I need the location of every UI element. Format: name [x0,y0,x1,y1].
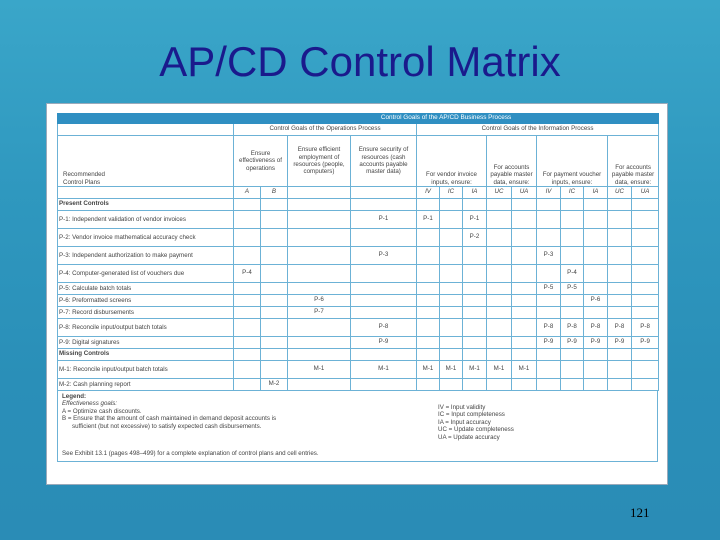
matrix-cell [463,265,487,283]
matrix-cell: M-1 [288,361,351,379]
matrix-cell [608,211,632,229]
ops-security-header: Ensure security of resources (cash accounts payable master data) [351,136,417,187]
matrix-cell [537,211,561,229]
legend-footnote: See Exhibit 13.1 (pages 498–499) for a complete explanation of control plans and cell entries. [62,450,319,457]
matrix-cell: M-1 [463,361,487,379]
matrix-cell [632,307,659,319]
matrix-cell [537,295,561,307]
matrix-cell: P-4 [561,265,584,283]
ops-effectiveness-header: Ensure effectiveness of operations [234,136,288,187]
ops-goals-header: Control Goals of the Operations Process [234,124,417,136]
matrix-cell: P-1 [463,211,487,229]
matrix-cell: P-1 [417,211,440,229]
matrix-cell [288,211,351,229]
matrix-cell [463,247,487,265]
matrix-cell [584,229,608,247]
goal-letter-cell [351,187,417,199]
matrix-cell [561,379,584,391]
matrix-cell [463,283,487,295]
control-plan-label: P-8: Reconcile input/output batch totals [58,319,234,337]
matrix-cell [261,361,288,379]
matrix-cell: P-3 [351,247,417,265]
control-plan-label: P-2: Vendor invoice mathematical accuracy check [58,229,234,247]
legend-codes [438,404,638,441]
matrix-cell [261,283,288,295]
matrix-cell [261,247,288,265]
legend-goal-b: B = Ensure that the amount of cash maintained in demand deposit accounts is [62,415,277,423]
control-plan-label: P-1: Independent validation of vendor invoices [58,211,234,229]
matrix-cell [234,337,261,349]
matrix-cell [234,379,261,391]
matrix-cell [584,283,608,295]
matrix-cell [288,265,351,283]
matrix-cell [512,307,537,319]
control-plan-row [58,337,659,349]
matrix-cell [463,379,487,391]
matrix-cell: M-1 [417,361,440,379]
matrix-cell [417,319,440,337]
matrix-cell [351,307,417,319]
matrix-cell [608,295,632,307]
matrix-cell [632,247,659,265]
goal-letter-cell: IC [440,187,463,199]
control-plan-row [58,211,659,229]
matrix-cell: P-8 [584,319,608,337]
matrix-cell: M-1 [487,361,512,379]
control-plan-label: P-3: Independent authorization to make payment [58,247,234,265]
column-headers-row [58,136,659,187]
matrix-cell: P-1 [351,211,417,229]
goal-letter-cell: UA [512,187,537,199]
goal-letters-row [58,187,659,199]
matrix-cell [417,247,440,265]
matrix-cell: P-9 [608,337,632,349]
control-matrix-table [57,113,659,391]
matrix-cell [608,229,632,247]
matrix-cell [463,337,487,349]
matrix-cell [440,229,463,247]
matrix-cell [537,379,561,391]
matrix-cell [440,211,463,229]
matrix-cell [632,265,659,283]
matrix-cell [234,211,261,229]
legend-goals-heading: Effectiveness goals: [62,400,118,408]
matrix-cell [632,361,659,379]
goal-letter-cell: UC [608,187,632,199]
legend-left [62,393,422,430]
matrix-cell: M-2 [261,379,288,391]
matrix-cell: P-4 [234,265,261,283]
matrix-cell [417,265,440,283]
matrix-cell [487,211,512,229]
matrix-cell [512,379,537,391]
matrix-cell: P-2 [463,229,487,247]
matrix-cell [261,265,288,283]
present-controls-label: Present Controls [58,199,234,211]
matrix-cell [440,337,463,349]
legend [57,391,658,462]
matrix-cell [584,361,608,379]
control-plan-label: P-9: Digital signatures [58,337,234,349]
slide-number: 121 [630,505,650,520]
goal-letter-cell: IC [561,187,584,199]
matrix-cell [440,379,463,391]
matrix-cell [261,337,288,349]
matrix-cell [561,211,584,229]
matrix-cell [512,211,537,229]
matrix-cell [288,229,351,247]
matrix-cell [512,283,537,295]
matrix-cell: P-6 [288,295,351,307]
missing-controls-label: Missing Controls [58,349,234,361]
ap-master-header-1: For accounts payable master data, ensure: [487,136,537,187]
goal-letter-cell: B [261,187,288,199]
matrix-cell [288,379,351,391]
matrix-cell [608,247,632,265]
matrix-cell [261,295,288,307]
goal-letter-cell [288,187,351,199]
matrix-cell: P-8 [537,319,561,337]
legend-goal-a: A = Optimize cash discounts. [62,407,142,415]
matrix-cell [351,295,417,307]
matrix-cell [512,319,537,337]
matrix-cell: P-5 [537,283,561,295]
matrix-cell [537,361,561,379]
missing-controls-row [58,349,659,361]
legend-code: UA = Update accuracy [438,433,500,441]
matrix-cell: P-3 [537,247,561,265]
matrix-cell [288,247,351,265]
control-plan-row [58,379,659,391]
matrix-cell [234,229,261,247]
matrix-cell [463,295,487,307]
matrix-cell [561,307,584,319]
matrix-cell [440,283,463,295]
matrix-cell [632,295,659,307]
goal-groups-row [58,124,659,136]
matrix-cell [512,337,537,349]
matrix-cell [261,229,288,247]
matrix-cell [584,307,608,319]
control-plan-label: P-6: Preformatted screens [58,295,234,307]
control-plan-label: P-7: Record disbursements [58,307,234,319]
matrix-cell [512,247,537,265]
matrix-cell [440,307,463,319]
matrix-cell [463,307,487,319]
control-matrix [57,113,658,477]
matrix-cell [537,307,561,319]
matrix-cell: M-1 [351,361,417,379]
matrix-cell [632,283,659,295]
matrix-cell [512,229,537,247]
matrix-cell: P-9 [584,337,608,349]
matrix-cell [417,229,440,247]
goal-letter-cell: IA [584,187,608,199]
matrix-cell [584,211,608,229]
matrix-cell [608,307,632,319]
matrix-title-row [58,114,659,124]
matrix-cell [487,265,512,283]
matrix-cell [487,283,512,295]
matrix-cell [351,265,417,283]
matrix-cell: P-8 [561,319,584,337]
matrix-cell: P-9 [632,337,659,349]
matrix-cell [487,337,512,349]
matrix-cell: P-9 [351,337,417,349]
matrix-cell [561,247,584,265]
matrix-cell [632,229,659,247]
present-controls-row [58,199,659,211]
control-plan-label: M-2: Cash planning report [58,379,234,391]
control-plan-row [58,319,659,337]
matrix-cell [288,283,351,295]
control-plan-row [58,247,659,265]
matrix-cell [351,379,417,391]
matrix-cell [261,307,288,319]
matrix-cell [261,211,288,229]
matrix-cell [561,295,584,307]
control-plan-label: P-5: Calculate batch totals [58,283,234,295]
matrix-cell [440,319,463,337]
matrix-title: Control Goals of the AP/CD Business Process [234,114,659,124]
control-plan-label: M-1: Reconcile input/output batch totals [58,361,234,379]
matrix-cell [487,229,512,247]
matrix-cell: P-8 [632,319,659,337]
legend-goal-b-cont: sufficient (but not excessive) to satisfy expected cash disbursements. [72,422,262,430]
matrix-cell [417,307,440,319]
matrix-cell: P-9 [537,337,561,349]
goal-letter-cell: IV [417,187,440,199]
matrix-cell [561,361,584,379]
matrix-cell [537,265,561,283]
vendor-invoice-header: For vendor invoice inputs, ensure: [417,136,487,187]
matrix-cell [632,211,659,229]
matrix-cell [234,307,261,319]
matrix-cell: M-1 [512,361,537,379]
matrix-cell [234,283,261,295]
matrix-cell [351,229,417,247]
matrix-cell [608,265,632,283]
matrix-cell [417,295,440,307]
matrix-cell [440,265,463,283]
control-plan-row [58,361,659,379]
matrix-cell [288,337,351,349]
matrix-cell [632,379,659,391]
matrix-cell [487,319,512,337]
matrix-cell [440,247,463,265]
matrix-cell [463,319,487,337]
control-plan-row [58,295,659,307]
goal-letter-cell: IA [463,187,487,199]
goal-letter-cell: IV [537,187,561,199]
legend-code: UC = Update completeness [438,426,514,434]
matrix-cell: P-7 [288,307,351,319]
matrix-cell [537,229,561,247]
matrix-cell [512,265,537,283]
matrix-cell: P-9 [561,337,584,349]
slide-title: AP/CD Control Matrix [159,38,561,85]
matrix-cell: P-8 [351,319,417,337]
matrix-cell [584,247,608,265]
control-plan-label: P-4: Computer-generated list of vouchers due [58,265,234,283]
goal-letter-cell: UC [487,187,512,199]
matrix-cell: P-5 [561,283,584,295]
legend-code: IC = Input completeness [438,411,505,419]
matrix-cell: P-8 [608,319,632,337]
matrix-cell [288,319,351,337]
ap-master-header-2: For accounts payable master data, ensure: [608,136,659,187]
matrix-cell [584,379,608,391]
matrix-cell [417,283,440,295]
control-plan-row [58,283,659,295]
matrix-cell [487,379,512,391]
matrix-cell [440,295,463,307]
matrix-cell [234,361,261,379]
legend-code: IV = Input validity [438,404,486,411]
matrix-cell [417,379,440,391]
matrix-cell: M-1 [440,361,463,379]
matrix-cell [261,319,288,337]
control-plan-row [58,265,659,283]
goal-letter-cell: A [234,187,261,199]
matrix-cell [234,295,261,307]
matrix-cell [561,229,584,247]
matrix-cell [487,307,512,319]
legend-heading: Legend: [62,393,87,400]
matrix-cell [487,295,512,307]
matrix-image-frame [47,104,667,484]
matrix-cell [417,337,440,349]
goal-letter-cell: UA [632,187,659,199]
control-plan-row [58,307,659,319]
info-goals-header: Control Goals of the Information Process [417,124,659,136]
matrix-cell [608,283,632,295]
matrix-cell: P-6 [584,295,608,307]
matrix-cell [234,247,261,265]
matrix-cell [608,379,632,391]
matrix-cell [512,295,537,307]
matrix-cell [487,247,512,265]
legend-code: IA = Input accuracy [438,418,491,426]
matrix-cell [234,319,261,337]
ops-efficiency-header: Ensure efficient employment of resources (people, computers) [288,136,351,187]
matrix-cell [584,265,608,283]
matrix-cell [608,361,632,379]
matrix-cell [351,283,417,295]
plans-header: Recommended Control Plans [58,136,234,187]
payment-voucher-header: For payment voucher inputs, ensure: [537,136,608,187]
control-plan-row [58,229,659,247]
